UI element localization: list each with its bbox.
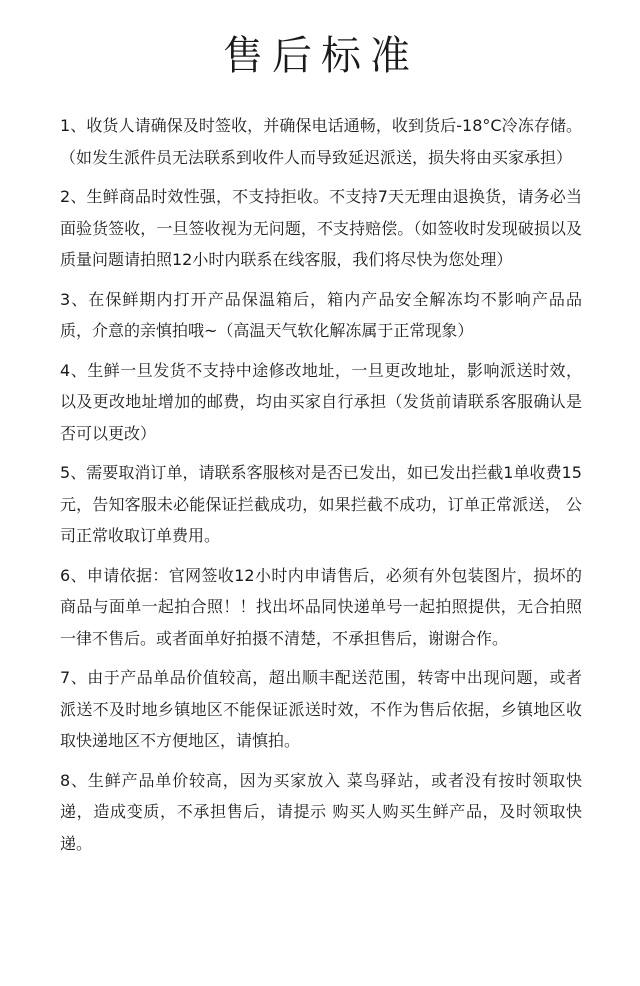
- rule-1: 1、收货人请确保及时签收，并确保电话通畅，收到货后-18°C冷冻存储。 （如发生派件员无法联系到收件人而导致延迟派送，损失将由买家承担）: [60, 116, 582, 167]
- rule-7: 7、由于产品单品价值较高，超出顺丰配送范围，转寄中出现问题，或者派送不及时地乡镇地区不能保证派送时效，不作为售后依据，乡镇地区收取快递地区不方便地区，请慎拍。: [60, 668, 582, 750]
- rule-6: 6、申请依据：官网签收12小时内申请售后，必须有外包装图片，损坏的商品与面单一起拍合照！！找出坏品同快递单号一起拍照提供，无合拍照一律不售后。或者面单好拍摄不清楚，不承担售后，谢谢合作。: [60, 565, 582, 648]
- rule-3: 3、在保鲜期内打开产品保温箱后，箱内产品安全解冻均不影响产品品质，介意的亲慎拍哦~（高温天气软化解冻属于正常现象）: [60, 289, 582, 340]
- rule-5: 5、需要取消订单，请联系客服核对是否已发出，如已发出拦截1单收费15元，告知客服未必能保证拦截成功，如果拦截不成功，订单正常派送， 公司正常收取订单费用。: [60, 463, 582, 545]
- rule-2: 2、生鲜商品时效性强，不支持拒收。不支持7天无理由退换货，请务必当面验货签收，一旦签收视为无问题，不支持赔偿。（如签收时发现破损以及质量问题请拍照12小时内联系在线客服，我们将尽快为您处理）: [60, 187, 582, 269]
- rule-8: 8、生鲜产品单价较高，因为买家放入 菜鸟驿站，或者没有按时领取快递，造成变质，不承担售后，请提示 购买人购买生鲜产品，及时领取快递。: [60, 770, 582, 853]
- rule-4: 4、生鲜一旦发货不支持中途修改地址，一旦更改地址，影响派送时效，以及更改地址增加的邮费，均由买家自行承担（发货前请联系客服确认是否可以更改）: [60, 360, 582, 443]
- page-title: 售后标准: [223, 33, 419, 79]
- rules-list: [60, 110, 582, 859]
